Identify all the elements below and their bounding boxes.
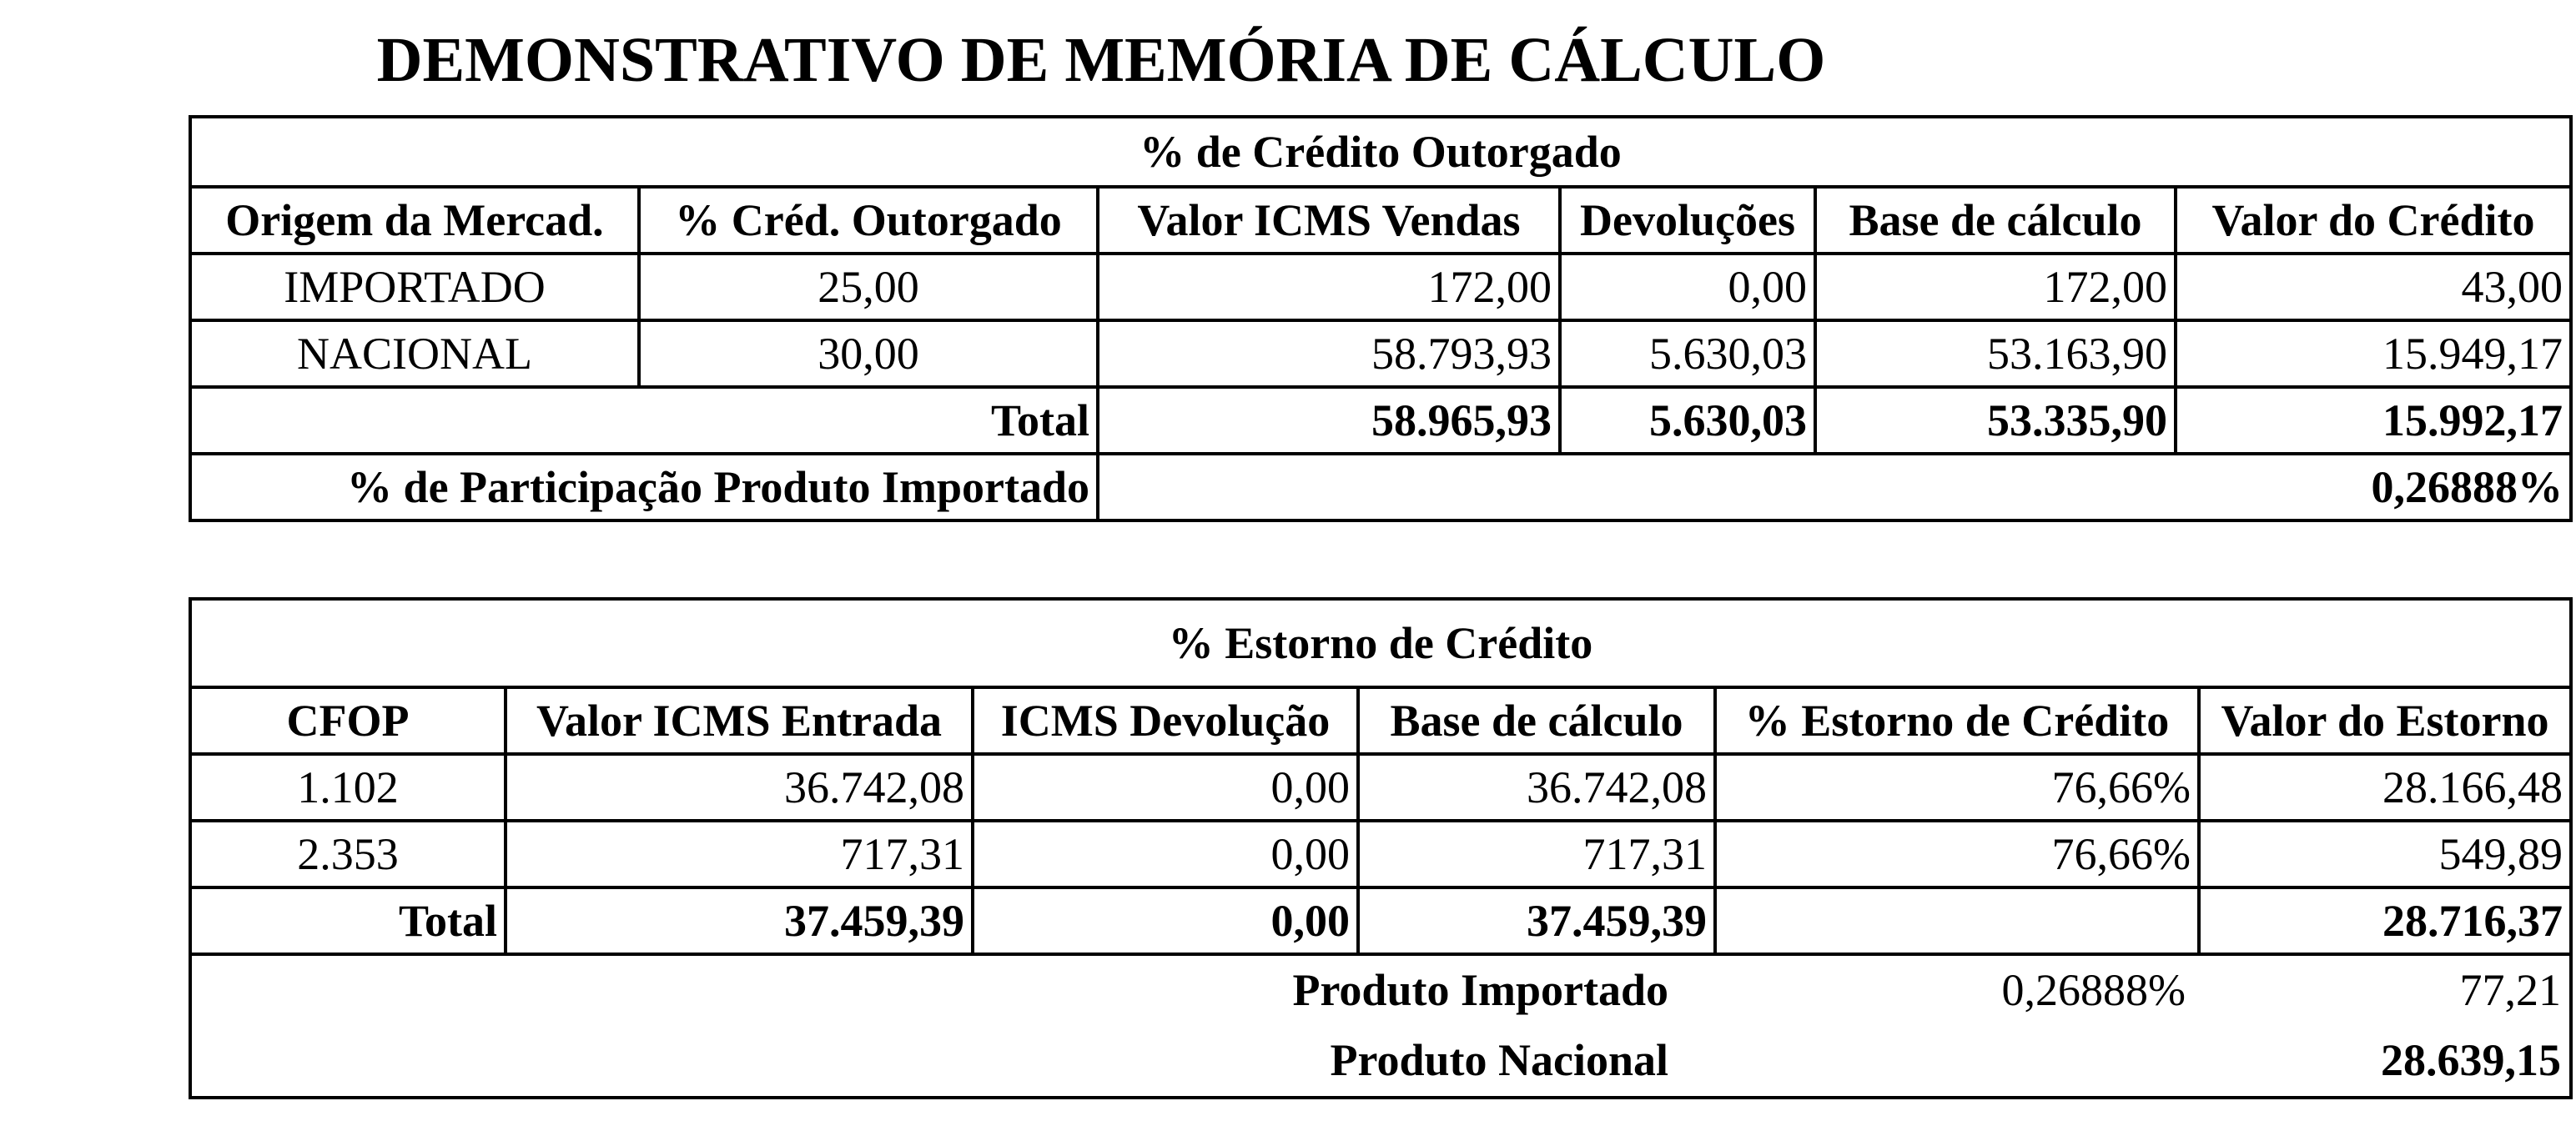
total-pct-estorno-empty	[1715, 887, 2199, 954]
base-cell: 53.163,90	[1815, 320, 2176, 387]
estorno-credito-table	[189, 597, 2573, 1099]
header-row	[190, 187, 2571, 254]
participacao-row	[190, 454, 2571, 520]
origem-cell: IMPORTADO	[190, 254, 639, 320]
total-icms-devolucao: 0,00	[973, 887, 1358, 954]
total-base: 37.459,39	[1358, 887, 1715, 954]
base-cell: 172,00	[1815, 254, 2176, 320]
valor-estorno-cell: 549,89	[2199, 821, 2571, 887]
column-header: Base de cálculo	[1358, 687, 1715, 754]
produto-nacional-label: Produto Nacional	[1330, 1035, 1668, 1085]
cfop-cell: 1.102	[190, 754, 506, 821]
origem-cell: NACIONAL	[190, 320, 639, 387]
column-header: Base de cálculo	[1815, 187, 2176, 254]
produto-importado-pct: 0,26888%	[2001, 965, 2186, 1015]
column-header: Valor do Estorno	[2199, 687, 2571, 754]
table-row	[190, 254, 2571, 320]
column-header: ICMS Devolução	[973, 687, 1358, 754]
base-cell: 36.742,08	[1358, 754, 1715, 821]
produto-importado-label: Produto Importado	[1292, 965, 1668, 1015]
participacao-value: 0,26888%	[1098, 454, 2571, 520]
total-row	[190, 887, 2571, 954]
pct-estorno-cell: 76,66%	[1715, 821, 2199, 887]
produto-nacional-row	[192, 1026, 2569, 1096]
total-valor-estorno: 28.716,37	[2199, 887, 2571, 954]
column-header: % Estorno de Crédito	[1715, 687, 2199, 754]
column-header: Valor ICMS Vendas	[1098, 187, 1560, 254]
estorno-credito-heading: % Estorno de Crédito	[190, 599, 2571, 687]
devolucoes-cell: 0,00	[1560, 254, 1815, 320]
icms-devolucao-cell: 0,00	[973, 754, 1358, 821]
credito-outorgado-heading: % de Crédito Outorgado	[190, 117, 2571, 187]
total-label: Total	[190, 887, 506, 954]
produto-summary-row	[190, 954, 2571, 1098]
table-row	[190, 754, 2571, 821]
page-title: DEMONSTRATIVO DE MEMÓRIA DE CÁLCULO	[376, 25, 1826, 95]
table-row	[190, 320, 2571, 387]
total-label: Total	[190, 387, 1098, 454]
total-devolucoes: 5.630,03	[1560, 387, 1815, 454]
column-header: Valor do Crédito	[2176, 187, 2571, 254]
credito-outorgado-table	[189, 115, 2573, 522]
pct-cell: 30,00	[639, 320, 1098, 387]
pct-estorno-cell: 76,66%	[1715, 754, 2199, 821]
icms-entrada-cell: 36.742,08	[506, 754, 973, 821]
column-header: Valor ICMS Entrada	[506, 687, 973, 754]
column-header: % Créd. Outorgado	[639, 187, 1098, 254]
icms-vendas-cell: 172,00	[1098, 254, 1560, 320]
icms-vendas-cell: 58.793,93	[1098, 320, 1560, 387]
participacao-label: % de Participação Produto Importado	[190, 454, 1098, 520]
produto-nacional-value: 28.639,15	[2381, 1035, 2561, 1085]
base-cell: 717,31	[1358, 821, 1715, 887]
valor-estorno-cell: 28.166,48	[2199, 754, 2571, 821]
total-icms-entrada: 37.459,39	[506, 887, 973, 954]
devolucoes-cell: 5.630,03	[1560, 320, 1815, 387]
total-row	[190, 387, 2571, 454]
table-row	[190, 821, 2571, 887]
header-row	[190, 687, 2571, 754]
column-header: Devoluções	[1560, 187, 1815, 254]
icms-devolucao-cell: 0,00	[973, 821, 1358, 887]
credito-cell: 15.949,17	[2176, 320, 2571, 387]
table-title-row	[190, 599, 2571, 687]
produto-importado-row	[192, 956, 2569, 1026]
table-title-row	[190, 117, 2571, 187]
pct-cell: 25,00	[639, 254, 1098, 320]
cfop-cell: 2.353	[190, 821, 506, 887]
produto-importado-value: 77,21	[2459, 965, 2561, 1015]
icms-entrada-cell: 717,31	[506, 821, 973, 887]
total-credito: 15.992,17	[2176, 387, 2571, 454]
credito-cell: 43,00	[2176, 254, 2571, 320]
column-header: Origem da Mercad.	[190, 187, 639, 254]
total-icms-vendas: 58.965,93	[1098, 387, 1560, 454]
produto-summary	[190, 954, 2571, 1098]
column-header: CFOP	[190, 687, 506, 754]
total-base: 53.335,90	[1815, 387, 2176, 454]
